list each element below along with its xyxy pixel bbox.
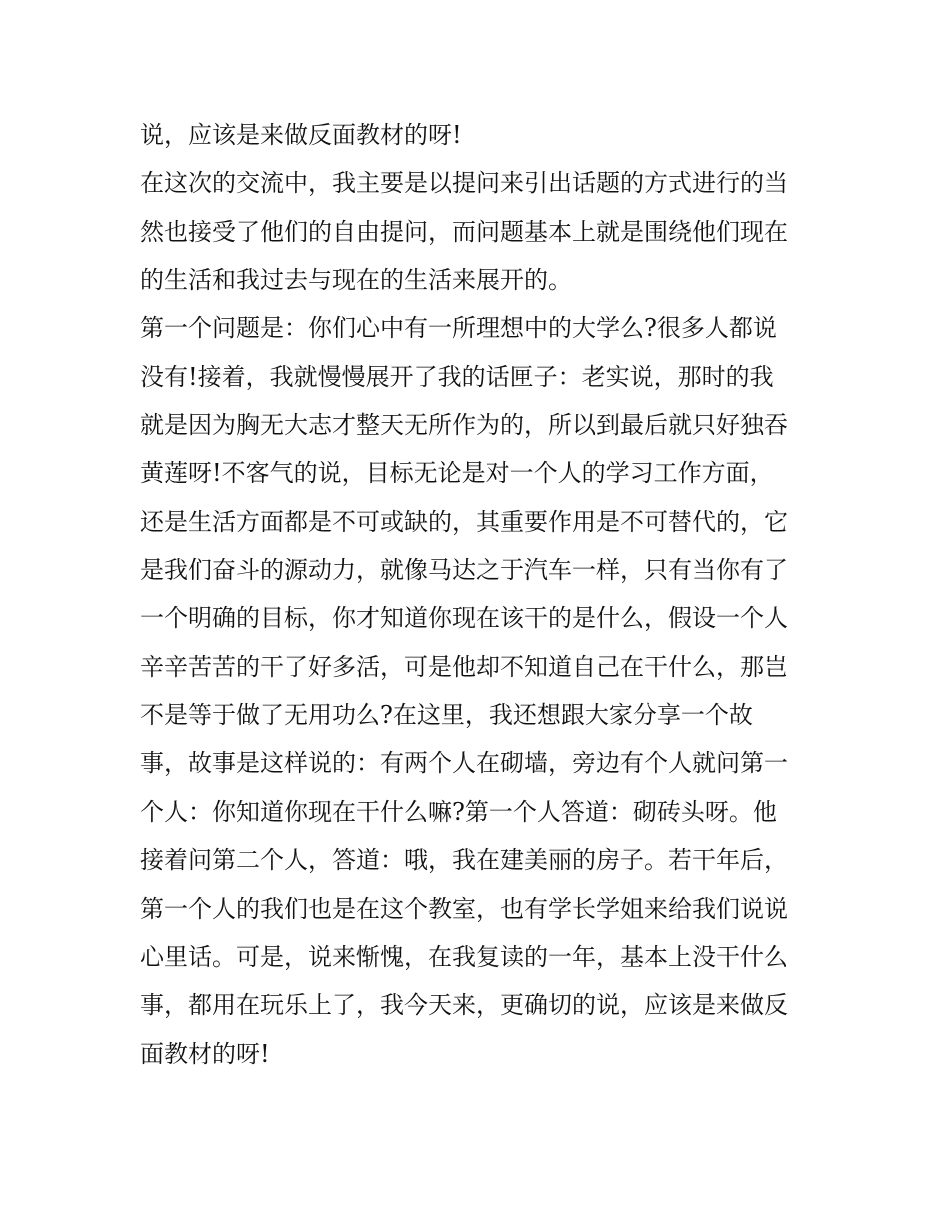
text-line: 第一个问题是：你们心中有一所理想中的大学么?很多人都说 [140,314,777,343]
text-line: 然也接受了他们的自由提问，而问题基本上就是围绕他们现在 [140,217,788,246]
text-line: 事，都用在玩乐上了，我今天来，更确切的说，应该是来做反 [140,991,788,1020]
text-line: 辛辛苦苦的干了好多活，可是他却不知道自己在干什么，那岂 [140,652,788,681]
text-line: 不是等于做了无用功么?在这里，我还想跟大家分享一个故 [140,701,753,730]
text-line: 一个明确的目标，你才知道你现在该干的是什么，假设一个人 [140,604,788,633]
text-line: 事，故事是这样说的：有两个人在砌墙，旁边有个人就问第一 [140,749,788,778]
text-line: 在这次的交流中，我主要是以提问来引出话题的方式进行的当 [140,169,788,198]
text-line: 第一个人的我们也是在这个教室，也有学长学姐来给我们说说 [140,894,788,923]
text-line: 黄莲呀!不客气的说，目标无论是对一个人的学习工作方面， [140,459,774,488]
text-line: 就是因为胸无大志才整天无所作为的，所以到最后就只好独吞 [140,411,788,440]
text-line: 还是生活方面都是不可或缺的，其重要作用是不可替代的，它 [140,507,788,536]
text-line: 没有!接着，我就慢慢展开了我的话匣子：老实说，那时的我 [140,362,774,391]
text-line: 说，应该是来做反面教材的呀! [140,121,462,149]
text-line: 个人：你知道你现在干什么嘛?第一个人答道：砌砖头呀。他 [140,797,777,826]
text-line: 是我们奋斗的源动力，就像马达之于汽车一样，只有当你有了 [140,556,788,585]
text-line: 面教材的呀! [140,1039,270,1068]
text-line: 心里话。可是，说来惭愧，在我复读的一年，基本上没干什么 [140,942,788,971]
text-line: 的生活和我过去与现在的生活来展开的。 [140,266,572,295]
body-text [140,111,820,1078]
text-line: 接着问第二个人，答道：哦，我在建美丽的房子。若干年后， [140,846,788,875]
